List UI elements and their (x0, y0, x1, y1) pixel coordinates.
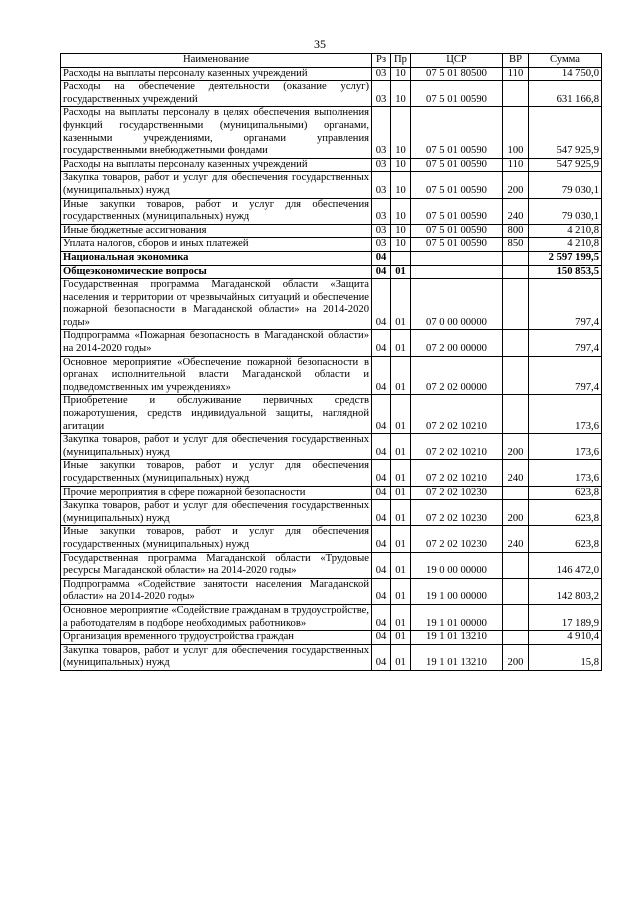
table-row (61, 67, 602, 81)
cell-pr: 10 (391, 198, 411, 224)
cell-csr: 19 1 01 13210 (411, 631, 503, 645)
cell-vr: 800 (503, 224, 529, 238)
cell-pr: 10 (391, 67, 411, 81)
cell-vr: 240 (503, 526, 529, 552)
table-row (61, 158, 602, 172)
table-row (61, 224, 602, 238)
cell-pr: 01 (391, 644, 411, 670)
cell-name: Подпрограмма «Содействие занятости населения Магаданской области» на 2014-2020 годы» (61, 578, 372, 604)
cell-name: Организация временного трудоустройства граждан (61, 631, 372, 645)
cell-pr: 10 (391, 172, 411, 198)
cell-pr: 10 (391, 224, 411, 238)
table-row (61, 172, 602, 198)
cell-sum: 623,8 (529, 500, 602, 526)
cell-name: Расходы на выплаты персоналу в целях обеспечения выполнения функций государственными (муниципальными) органами, казенными учреждениями, органами управления государственными внебюджетными фондами (61, 107, 372, 158)
cell-csr: 19 1 00 00000 (411, 578, 503, 604)
cell-csr: 07 5 01 00590 (411, 172, 503, 198)
cell-rz: 04 (372, 552, 391, 578)
cell-sum: 623,8 (529, 526, 602, 552)
table-body (61, 67, 602, 670)
cell-vr: 100 (503, 107, 529, 158)
table-row (61, 526, 602, 552)
cell-vr: 200 (503, 172, 529, 198)
table-row (61, 631, 602, 645)
cell-rz: 03 (372, 172, 391, 198)
cell-sum: 797,4 (529, 330, 602, 356)
table-row (61, 238, 602, 252)
cell-rz: 04 (372, 356, 391, 395)
cell-vr: 240 (503, 198, 529, 224)
table-row (61, 356, 602, 395)
cell-sum: 142 803,2 (529, 578, 602, 604)
cell-sum: 4 210,8 (529, 238, 602, 252)
cell-pr: 01 (391, 330, 411, 356)
table-row (61, 604, 602, 630)
cell-vr (503, 265, 529, 279)
cell-csr: 07 2 02 10230 (411, 486, 503, 500)
cell-pr: 10 (391, 81, 411, 107)
column-header-pr: Пр (391, 54, 411, 68)
cell-name: Национальная экономика (61, 251, 372, 265)
cell-pr: 01 (391, 356, 411, 395)
cell-vr (503, 330, 529, 356)
cell-sum: 4 910,4 (529, 631, 602, 645)
cell-pr: 01 (391, 486, 411, 500)
table-row (61, 486, 602, 500)
cell-sum: 17 189,9 (529, 604, 602, 630)
cell-name: Приобретение и обслуживание первичных средств пожаротушения, средств индивидуальной защиты, наглядной агитации (61, 395, 372, 434)
cell-name: Закупка товаров, работ и услуг для обеспечения государственных (муниципальных) нужд (61, 500, 372, 526)
cell-vr (503, 578, 529, 604)
cell-csr: 19 1 01 00000 (411, 604, 503, 630)
cell-rz: 04 (372, 265, 391, 279)
table-row (61, 107, 602, 158)
table-row (61, 251, 602, 265)
cell-rz: 04 (372, 434, 391, 460)
cell-name: Расходы на выплаты персоналу казенных учреждений (61, 158, 372, 172)
table-row (61, 395, 602, 434)
cell-pr: 01 (391, 434, 411, 460)
cell-rz: 03 (372, 67, 391, 81)
cell-name: Иные бюджетные ассигнования (61, 224, 372, 238)
cell-sum: 79 030,1 (529, 198, 602, 224)
cell-sum: 173,6 (529, 460, 602, 486)
cell-rz: 04 (372, 500, 391, 526)
cell-sum: 4 210,8 (529, 224, 602, 238)
column-header-csr: ЦСР (411, 54, 503, 68)
cell-rz: 04 (372, 644, 391, 670)
cell-pr: 01 (391, 578, 411, 604)
cell-vr: 240 (503, 460, 529, 486)
cell-vr: 200 (503, 434, 529, 460)
column-header-name: Наименование (61, 54, 372, 68)
cell-rz: 04 (372, 526, 391, 552)
cell-name: Государственная программа Магаданской области «Трудовые ресурсы Магаданской области» на 2014-2020 годы» (61, 552, 372, 578)
cell-csr: 19 0 00 00000 (411, 552, 503, 578)
cell-csr: 07 5 01 00590 (411, 198, 503, 224)
column-header-sum: Сумма (529, 54, 602, 68)
cell-vr (503, 552, 529, 578)
cell-vr (503, 631, 529, 645)
cell-sum: 623,8 (529, 486, 602, 500)
cell-pr: 10 (391, 238, 411, 252)
cell-sum: 547 925,9 (529, 158, 602, 172)
cell-pr (391, 251, 411, 265)
cell-name: Расходы на обеспечение деятельности (оказание услуг) государственных учреждений (61, 81, 372, 107)
cell-vr (503, 395, 529, 434)
cell-rz: 03 (372, 238, 391, 252)
cell-sum: 150 853,5 (529, 265, 602, 279)
cell-csr: 07 2 02 10230 (411, 500, 503, 526)
cell-sum: 631 166,8 (529, 81, 602, 107)
cell-rz: 04 (372, 395, 391, 434)
cell-pr: 01 (391, 631, 411, 645)
cell-sum: 797,4 (529, 279, 602, 330)
cell-name: Иные закупки товаров, работ и услуг для обеспечения государственных (муниципальных) нужд (61, 198, 372, 224)
table-row (61, 434, 602, 460)
budget-table (60, 53, 602, 671)
cell-sum: 173,6 (529, 434, 602, 460)
cell-csr: 07 2 02 10230 (411, 526, 503, 552)
cell-vr: 850 (503, 238, 529, 252)
cell-sum: 15,8 (529, 644, 602, 670)
cell-name: Основное мероприятие «Обеспечение пожарной безопасности в органах исполнительной власти Магаданской области и подведомственных им учреждениях» (61, 356, 372, 395)
cell-pr: 10 (391, 158, 411, 172)
cell-name: Закупка товаров, работ и услуг для обеспечения государственных (муниципальных) нужд (61, 172, 372, 198)
cell-csr (411, 265, 503, 279)
cell-rz: 03 (372, 81, 391, 107)
cell-name: Общеэкономические вопросы (61, 265, 372, 279)
cell-rz: 04 (372, 631, 391, 645)
cell-rz: 03 (372, 198, 391, 224)
cell-sum: 2 597 199,5 (529, 251, 602, 265)
cell-csr: 07 0 00 00000 (411, 279, 503, 330)
cell-name: Закупка товаров, работ и услуг для обеспечения государственных (муниципальных) нужд (61, 434, 372, 460)
cell-name: Расходы на выплаты персоналу казенных учреждений (61, 67, 372, 81)
cell-name: Подпрограмма «Пожарная безопасность в Магаданской области» на 2014-2020 годы» (61, 330, 372, 356)
page-number: 35 (314, 37, 326, 51)
cell-pr: 01 (391, 395, 411, 434)
cell-csr: 19 1 01 13210 (411, 644, 503, 670)
cell-rz: 04 (372, 460, 391, 486)
cell-sum: 146 472,0 (529, 552, 602, 578)
table-row (61, 644, 602, 670)
cell-csr: 07 2 02 00000 (411, 356, 503, 395)
cell-pr: 10 (391, 107, 411, 158)
cell-rz: 04 (372, 279, 391, 330)
cell-rz: 04 (372, 486, 391, 500)
cell-pr: 01 (391, 500, 411, 526)
cell-rz: 04 (372, 330, 391, 356)
cell-name: Иные закупки товаров, работ и услуг для обеспечения государственных (муниципальных) нужд (61, 460, 372, 486)
cell-name: Иные закупки товаров, работ и услуг для обеспечения государственных (муниципальных) нужд (61, 526, 372, 552)
cell-rz: 03 (372, 224, 391, 238)
cell-vr: 110 (503, 158, 529, 172)
cell-pr: 01 (391, 604, 411, 630)
cell-rz: 04 (372, 251, 391, 265)
cell-pr: 01 (391, 526, 411, 552)
cell-pr: 01 (391, 460, 411, 486)
cell-csr: 07 2 02 10210 (411, 434, 503, 460)
table-row (61, 578, 602, 604)
cell-sum: 79 030,1 (529, 172, 602, 198)
table-row (61, 279, 602, 330)
cell-csr: 07 5 01 00590 (411, 158, 503, 172)
cell-csr: 07 2 00 00000 (411, 330, 503, 356)
cell-name: Прочие мероприятия в сфере пожарной безопасности (61, 486, 372, 500)
cell-name: Уплата налогов, сборов и иных платежей (61, 238, 372, 252)
cell-csr: 07 5 01 00590 (411, 224, 503, 238)
cell-name: Закупка товаров, работ и услуг для обеспечения государственных (муниципальных) нужд (61, 644, 372, 670)
table-row (61, 265, 602, 279)
cell-vr (503, 251, 529, 265)
cell-rz: 03 (372, 158, 391, 172)
cell-vr: 200 (503, 500, 529, 526)
cell-csr: 07 5 01 00590 (411, 81, 503, 107)
cell-vr (503, 356, 529, 395)
table-header-row (61, 54, 602, 68)
cell-sum: 797,4 (529, 356, 602, 395)
cell-csr: 07 5 01 00590 (411, 107, 503, 158)
cell-vr (503, 604, 529, 630)
cell-vr: 110 (503, 67, 529, 81)
cell-sum: 547 925,9 (529, 107, 602, 158)
cell-csr: 07 5 01 80500 (411, 67, 503, 81)
cell-sum: 173,6 (529, 395, 602, 434)
cell-vr (503, 279, 529, 330)
cell-rz: 04 (372, 604, 391, 630)
table-row (61, 81, 602, 107)
cell-name: Государственная программа Магаданской области «Защита населения и территории от чрезвычайных ситуаций и обеспечение пожарной безопасности в Магаданской области» на 2014-2020 годы» (61, 279, 372, 330)
cell-name: Основное мероприятие «Содействие гражданам в трудоустройстве, а работодателям в подборе необходимых работников» (61, 604, 372, 630)
table-row (61, 500, 602, 526)
cell-vr: 200 (503, 644, 529, 670)
cell-rz: 04 (372, 578, 391, 604)
column-header-vr: ВР (503, 54, 529, 68)
cell-pr: 01 (391, 279, 411, 330)
cell-pr: 01 (391, 552, 411, 578)
cell-rz: 03 (372, 107, 391, 158)
table-row (61, 552, 602, 578)
cell-sum: 14 750,0 (529, 67, 602, 81)
table-row (61, 330, 602, 356)
table-row (61, 198, 602, 224)
cell-pr: 01 (391, 265, 411, 279)
cell-vr (503, 81, 529, 107)
cell-csr: 07 5 01 00590 (411, 238, 503, 252)
cell-csr: 07 2 02 10210 (411, 460, 503, 486)
cell-csr (411, 251, 503, 265)
cell-csr: 07 2 02 10210 (411, 395, 503, 434)
table-row (61, 460, 602, 486)
column-header-rz: Рз (372, 54, 391, 68)
cell-vr (503, 486, 529, 500)
